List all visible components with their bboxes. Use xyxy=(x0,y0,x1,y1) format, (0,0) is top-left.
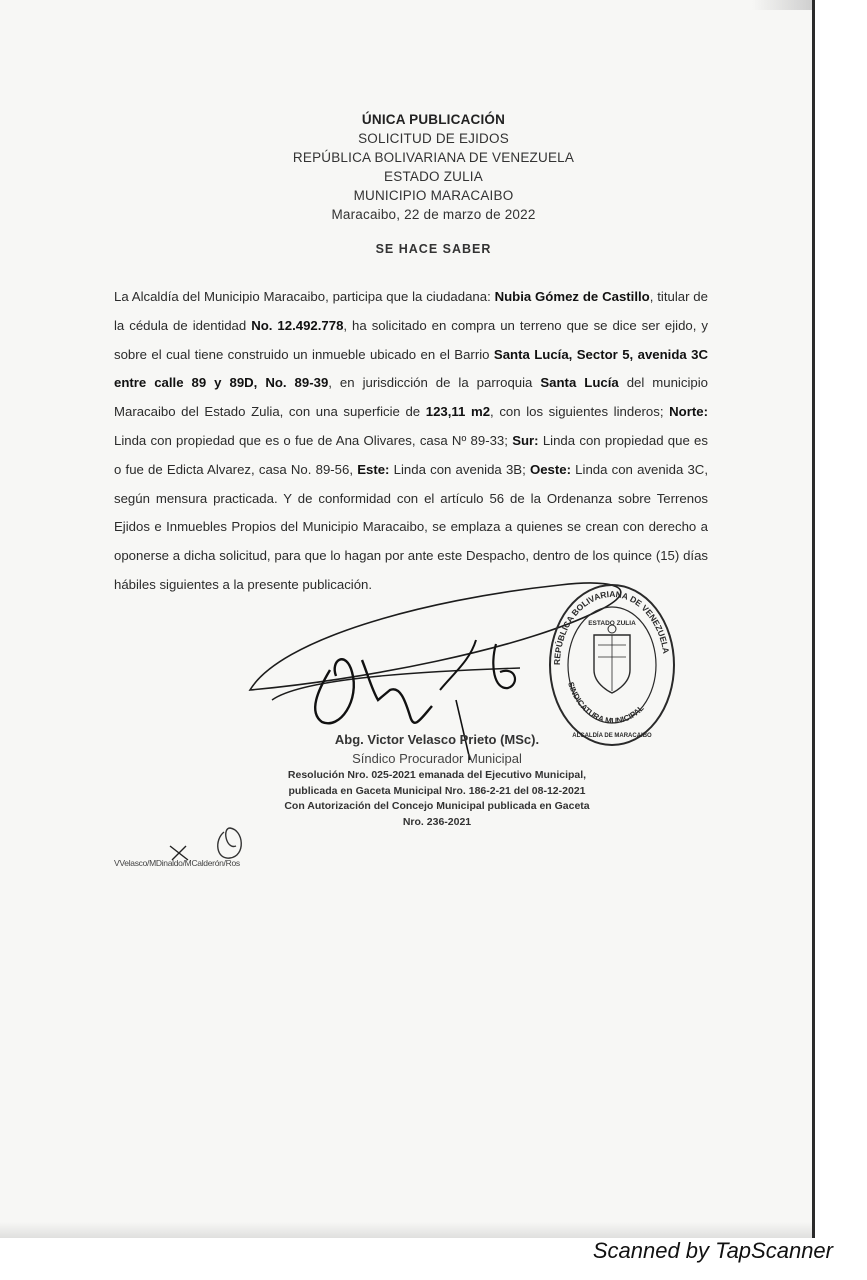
header-line-date: Maracaibo, 22 de marzo de 2022 xyxy=(331,207,536,222)
initials-line: VVelasco/MDinaldo/MCalderón/Ros xyxy=(114,858,240,868)
boundary-east-text: Linda con avenida 3B; xyxy=(389,461,530,477)
resolution-line-2: publicada en Gaceta Municipal Nro. 186-2-21 del 08-12-2021 xyxy=(288,784,586,797)
seal-alcaldia-text: ALCALDÍA DE MARACAIBO xyxy=(572,733,652,739)
seal-state-text: ESTADO ZULIA xyxy=(588,620,636,627)
seal-top-text: REPÚBLICA BOLIVARIANA DE VENEZUELA xyxy=(551,588,672,666)
notice-heading: SE HACE SABER xyxy=(375,242,492,256)
body-text-4: , en jurisdicción de la parroquia xyxy=(328,375,541,391)
boundary-north-label: Norte: xyxy=(669,404,708,420)
boundary-south-text: Linda con propiedad que es o fue de Edicta Alvarez, casa No. 89-56, xyxy=(114,432,708,477)
parish-name: Santa Lucía xyxy=(540,375,619,391)
body-text-5: del municipio Maracaibo del Estado Zulia, con una superficie de xyxy=(114,375,708,420)
body-text-2: , titular de la cédula de identidad xyxy=(114,289,708,333)
id-number: No. 12.492.778 xyxy=(251,317,344,333)
scanner-watermark: Scanned by TapScanner xyxy=(592,1238,833,1263)
resolution-line-3: Con Autorización del Concejo Municipal publicada en Gaceta xyxy=(284,800,590,812)
property-address: Santa Lucía, Sector 5, avenida 3C entre calle 89 y 89D, No. 89-39 xyxy=(114,346,708,391)
boundary-west-label: Oeste: xyxy=(529,461,571,477)
body-text-6: , con los siguientes linderos; xyxy=(490,404,670,420)
resolution-line-4: Nro. 236-2021 xyxy=(402,815,472,828)
svg-text:SINDICATURA MUNICIPAL xyxy=(566,681,646,726)
header-line-publication: ÚNICA PUBLICACIÓN xyxy=(361,112,506,127)
header-line-request: SOLICITUD DE EJIDOS xyxy=(358,131,509,146)
body-text-3: , ha solicitado en compra un terreno que se dice ser ejido, y sobre el cual tiene construido un inmueble ubicado en el Barrio xyxy=(114,317,708,362)
signatory-name: Abg. Victor Velasco Prieto (MSc). xyxy=(334,732,540,747)
resolution-line-1: Resolución Nro. 025-2021 emanada del Ejecutivo Municipal, xyxy=(287,769,587,781)
body-text-1: La Alcaldía del Municipio Maracaibo, participa que la ciudadana: xyxy=(114,289,495,304)
boundary-south-label: Sur: xyxy=(512,432,539,448)
signatory-block xyxy=(262,730,612,830)
header-line-country: REPÚBLICA BOLIVARIANA DE VENEZUELA xyxy=(292,150,575,165)
applicant-name: Nubia Gómez de Castillo xyxy=(494,289,650,304)
boundary-east-label: Este: xyxy=(357,461,390,477)
seal-bottom-text: SINDICATURA MUNICIPAL xyxy=(566,680,646,726)
header-line-state: ESTADO ZULIA xyxy=(384,169,483,184)
official-seal xyxy=(540,575,680,755)
header-line-municipality: MUNICIPIO MARACAIBO xyxy=(353,188,514,203)
boundary-west-text: Linda con avenida 3C, según mensura practicada. Y de conformidad con el artículo 56 de la Ordenanza sobre Terrenos Ejidos e Inmuebles Propios del Municipio Maracaibo, se emplaza a quienes se crean con derecho a oponerse a dicha solicitud, para que lo hagan por ante este Despacho, dentro de los quince (15) días hábiles siguientes a la presente publicación. xyxy=(114,461,708,592)
boundary-north-text: Linda con propiedad que es o fue de Ana Olivares, casa Nº 89-33; xyxy=(114,432,513,448)
signatory-role: Síndico Procurador Municipal xyxy=(352,751,522,766)
property-area: 123,11 m2 xyxy=(425,404,491,420)
